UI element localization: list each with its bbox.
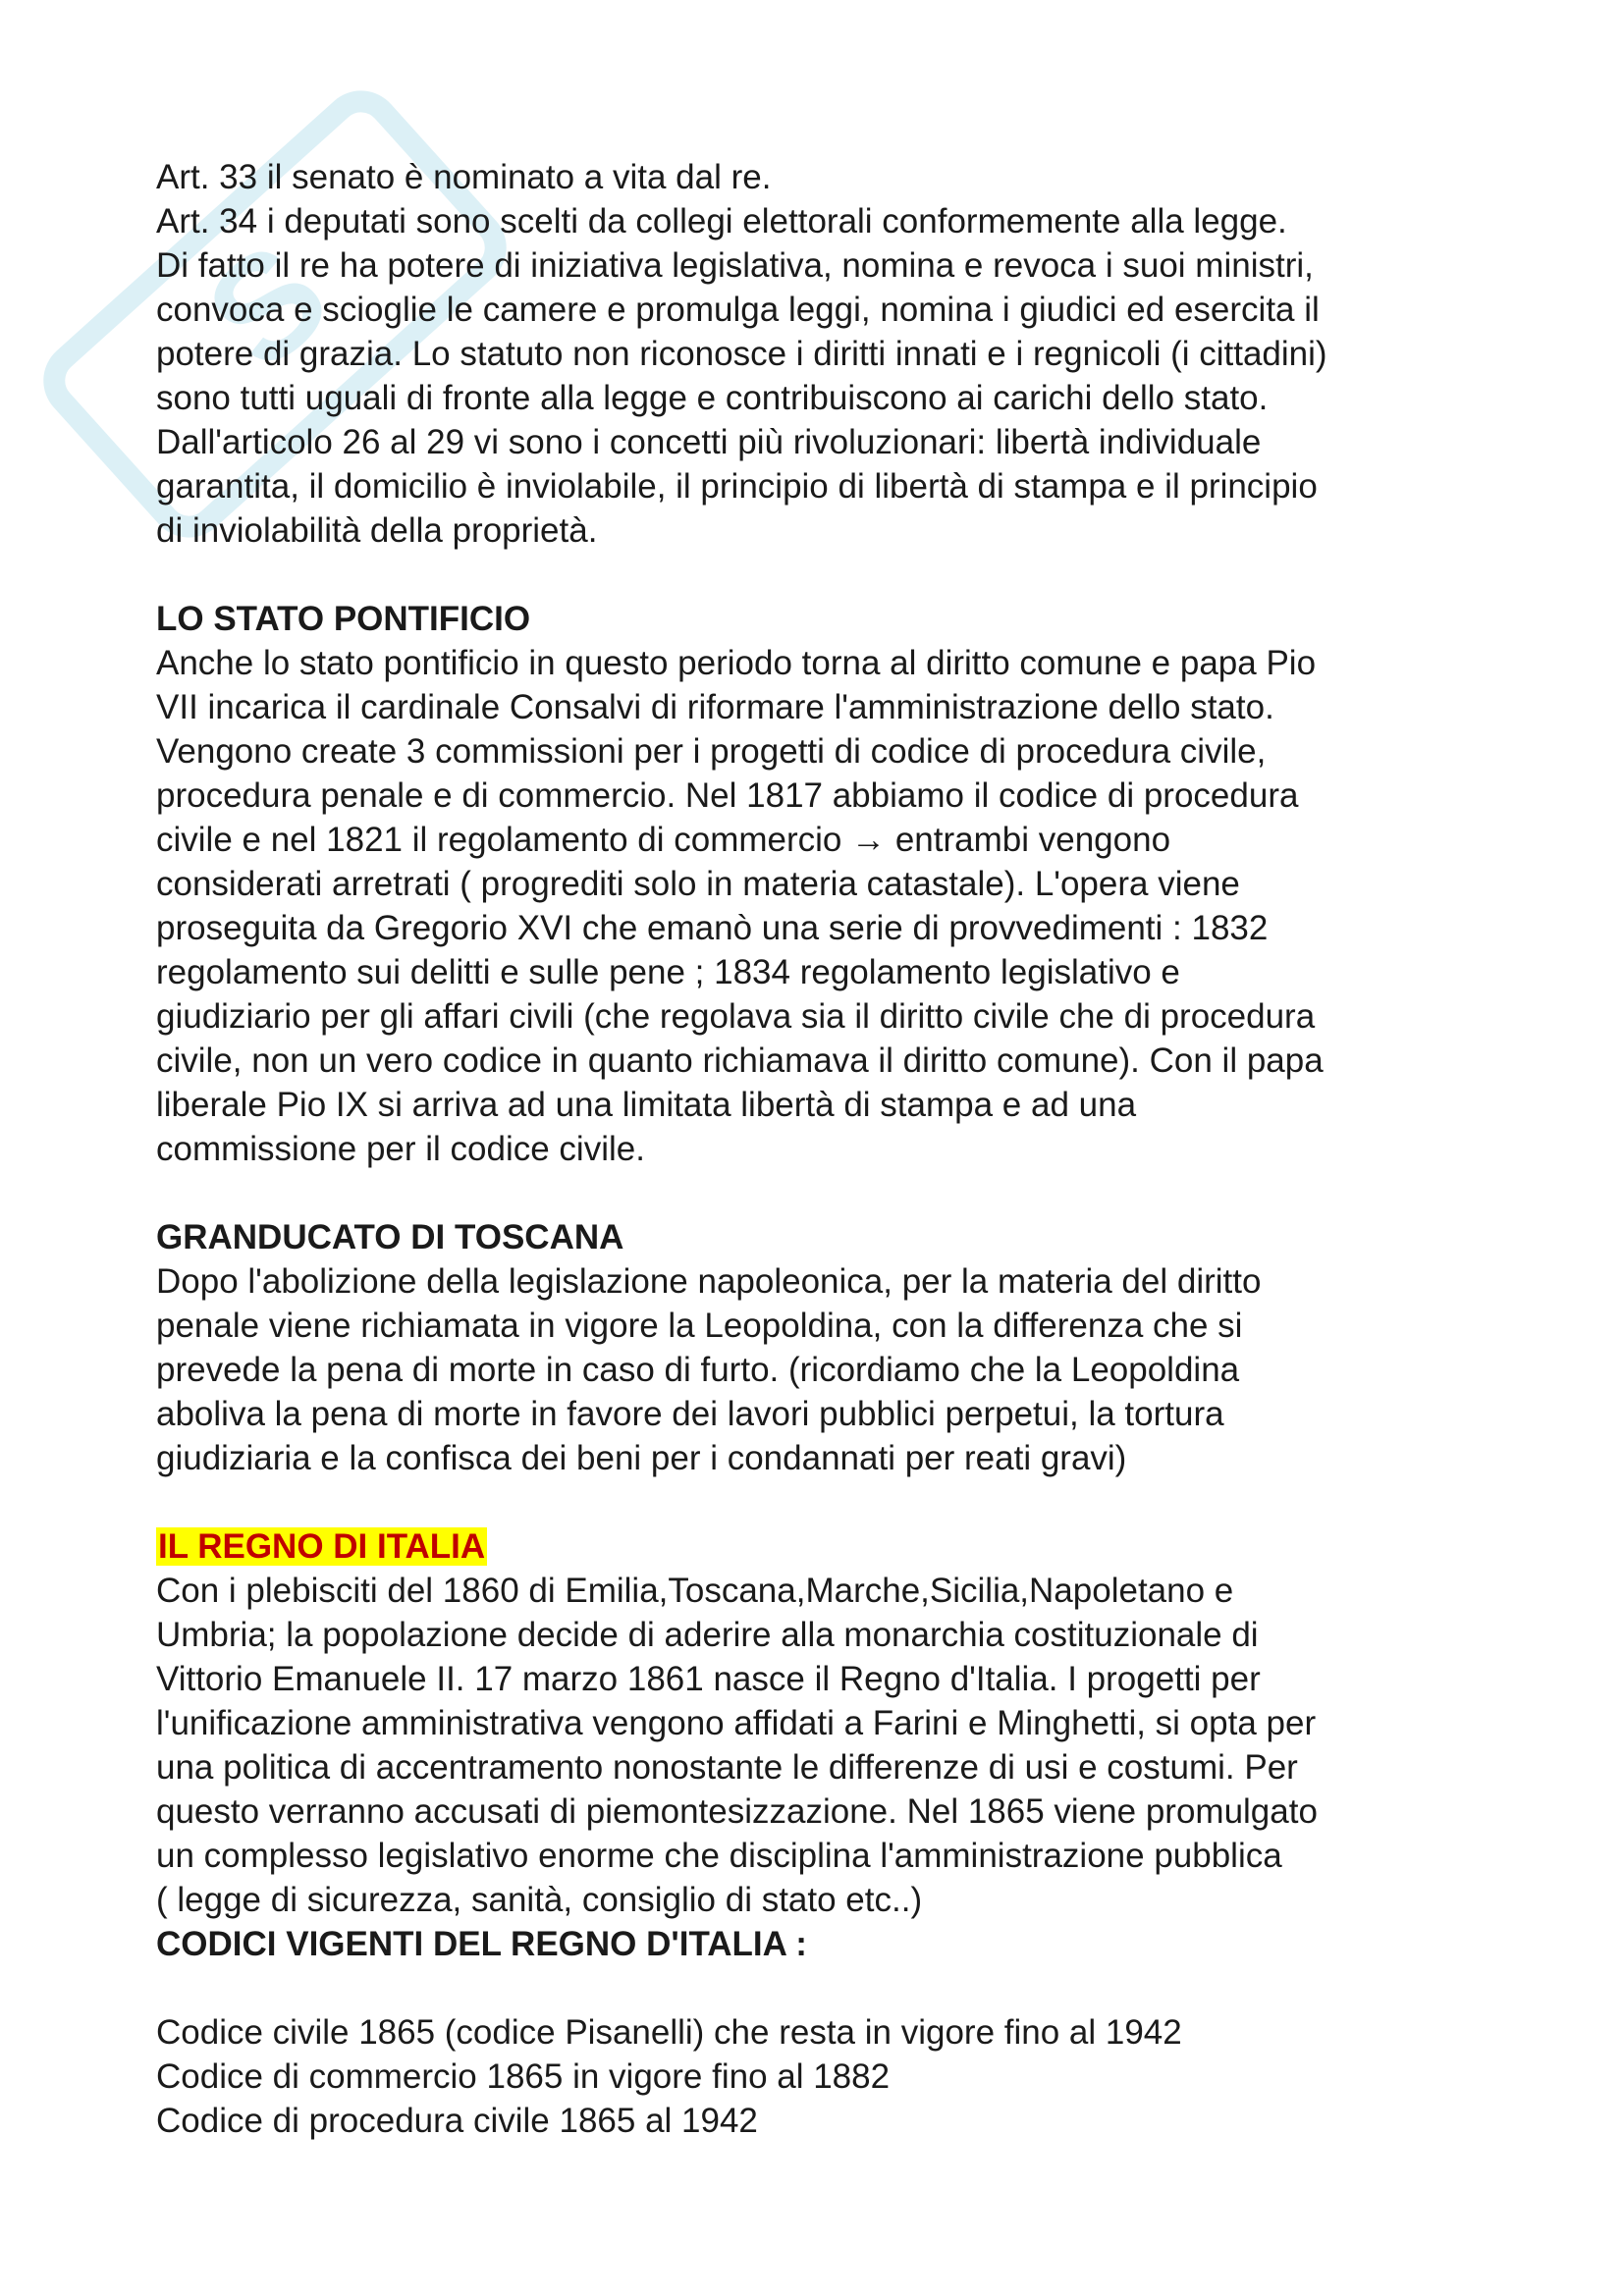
text-line: garantita, il domicilio è inviolabile, il principio di libertà di stampa e il principio bbox=[156, 467, 1318, 506]
text-line: procedura penale e di commercio. Nel 1817 abbiamo il codice di procedura bbox=[156, 776, 1299, 815]
text-line: un complesso legislativo enorme che disciplina l'amministrazione pubblica bbox=[156, 1837, 1282, 1875]
document-page bbox=[156, 155, 1491, 2143]
text-line: VII incarica il cardinale Consalvi di riformare l'amministrazione dello stato. bbox=[156, 688, 1274, 726]
text-line: civile e nel 1821 il regolamento di commercio → entrambi vengono bbox=[156, 821, 1171, 859]
section-heading-highlighted bbox=[156, 1524, 1491, 1569]
text-line: Anche lo stato pontificio in questo periodo torna al diritto comune e papa Pio bbox=[156, 644, 1317, 682]
text-line: Dopo l'abolizione della legislazione napoleonica, per la materia del diritto bbox=[156, 1262, 1262, 1301]
text-line: giudiziario per gli affari civili (che regolava sia il diritto civile che di procedura bbox=[156, 997, 1316, 1036]
list-item: Codice di procedura civile 1865 al 1942 bbox=[156, 2102, 758, 2140]
text-line: di inviolabilità della proprietà. bbox=[156, 511, 598, 550]
section-stato-pontificio bbox=[156, 597, 1491, 1171]
text-line: Umbria; la popolazione decide di aderire alla monarchia costituzionale di bbox=[156, 1616, 1259, 1654]
text-line: aboliva la pena di morte in favore dei lavori pubblici perpetui, la tortura bbox=[156, 1395, 1224, 1433]
text-line: questo verranno accusati di piemontesizzazione. Nel 1865 viene promulgato bbox=[156, 1792, 1318, 1831]
text-line: convoca e scioglie le camere e promulga leggi, nomina i giudici ed esercita il bbox=[156, 291, 1320, 329]
text-line: Dall'articolo 26 al 29 vi sono i concetti più rivoluzionari: libertà individuale bbox=[156, 423, 1262, 461]
text-line: l'unificazione amministrativa vengono affidati a Farini e Minghetti, si opta per bbox=[156, 1704, 1317, 1742]
text-line: Vengono create 3 commissioni per i progetti di codice di procedura civile, bbox=[156, 732, 1267, 771]
text-line: Art. 33 il senato è nominato a vita dal re. bbox=[156, 158, 772, 196]
text-line: ( legge di sicurezza, sanità, consiglio di stato etc..) bbox=[156, 1881, 923, 1919]
intro-paragraph bbox=[156, 155, 1491, 553]
section-heading: GRANDUCATO DI TOSCANA bbox=[156, 1218, 624, 1256]
text-line: liberale Pio IX si arriva ad una limitata libertà di stampa e ad una bbox=[156, 1086, 1137, 1124]
svg-text:S: S bbox=[175, 211, 359, 400]
text-line: proseguita da Gregorio XVI che emanò una serie di provvedimenti : 1832 bbox=[156, 909, 1269, 947]
text-line: Di fatto il re ha potere di iniziativa legislativa, nomina e revoca i suoi ministri, bbox=[156, 246, 1314, 285]
text-line: penale viene richiamata in vigore la Leopoldina, con la differenza che si bbox=[156, 1307, 1243, 1345]
text-line: civile, non un vero codice in quanto richiamava il diritto comune). Con il papa bbox=[156, 1041, 1324, 1080]
text-line: potere di grazia. Lo statuto non riconosce i diritti innati e i regnicoli (i cittadini) bbox=[156, 335, 1327, 373]
section-heading: LO STATO PONTIFICIO bbox=[156, 600, 531, 638]
section-heading: CODICI VIGENTI DEL REGNO D'ITALIA : bbox=[156, 1925, 807, 1963]
text-line: giudiziaria e la confisca dei beni per i condannati per reati gravi) bbox=[156, 1439, 1127, 1477]
section-codici bbox=[156, 1922, 1491, 2143]
section-regno-italia bbox=[156, 1524, 1491, 1922]
text-line: commissione per il codice civile. bbox=[156, 1130, 645, 1168]
text-line: regolamento sui delitti e sulle pene ; 1834 regolamento legislativo e bbox=[156, 953, 1180, 991]
text-line: Con i plebisciti del 1860 di Emilia,Toscana,Marche,Sicilia,Napoletano e bbox=[156, 1572, 1234, 1610]
section-toscana bbox=[156, 1215, 1491, 1480]
text-line: considerati arretrati ( progrediti solo in materia catastale). L'opera viene bbox=[156, 865, 1240, 903]
text-line: Art. 34 i deputati sono scelti da collegi elettorali conformemente alla legge. bbox=[156, 202, 1287, 240]
list-item: Codice di commercio 1865 in vigore fino al 1882 bbox=[156, 2057, 891, 2096]
text-line: una politica di accentramento nonostante le differenze di usi e costumi. Per bbox=[156, 1748, 1298, 1787]
text-line: Vittorio Emanuele II. 17 marzo 1861 nasce il Regno d'Italia. I progetti per bbox=[156, 1660, 1261, 1698]
text-line: prevede la pena di morte in caso di furto. (ricordiamo che la Leopoldina bbox=[156, 1351, 1240, 1389]
text-line: sono tutti uguali di fronte alla legge e contribuiscono ai carichi dello stato. bbox=[156, 379, 1269, 417]
highlighted-heading-text: IL REGNO DI ITALIA bbox=[158, 1527, 486, 1566]
list-item: Codice civile 1865 (codice Pisanelli) che resta in vigore fino al 1942 bbox=[156, 2013, 1182, 2052]
